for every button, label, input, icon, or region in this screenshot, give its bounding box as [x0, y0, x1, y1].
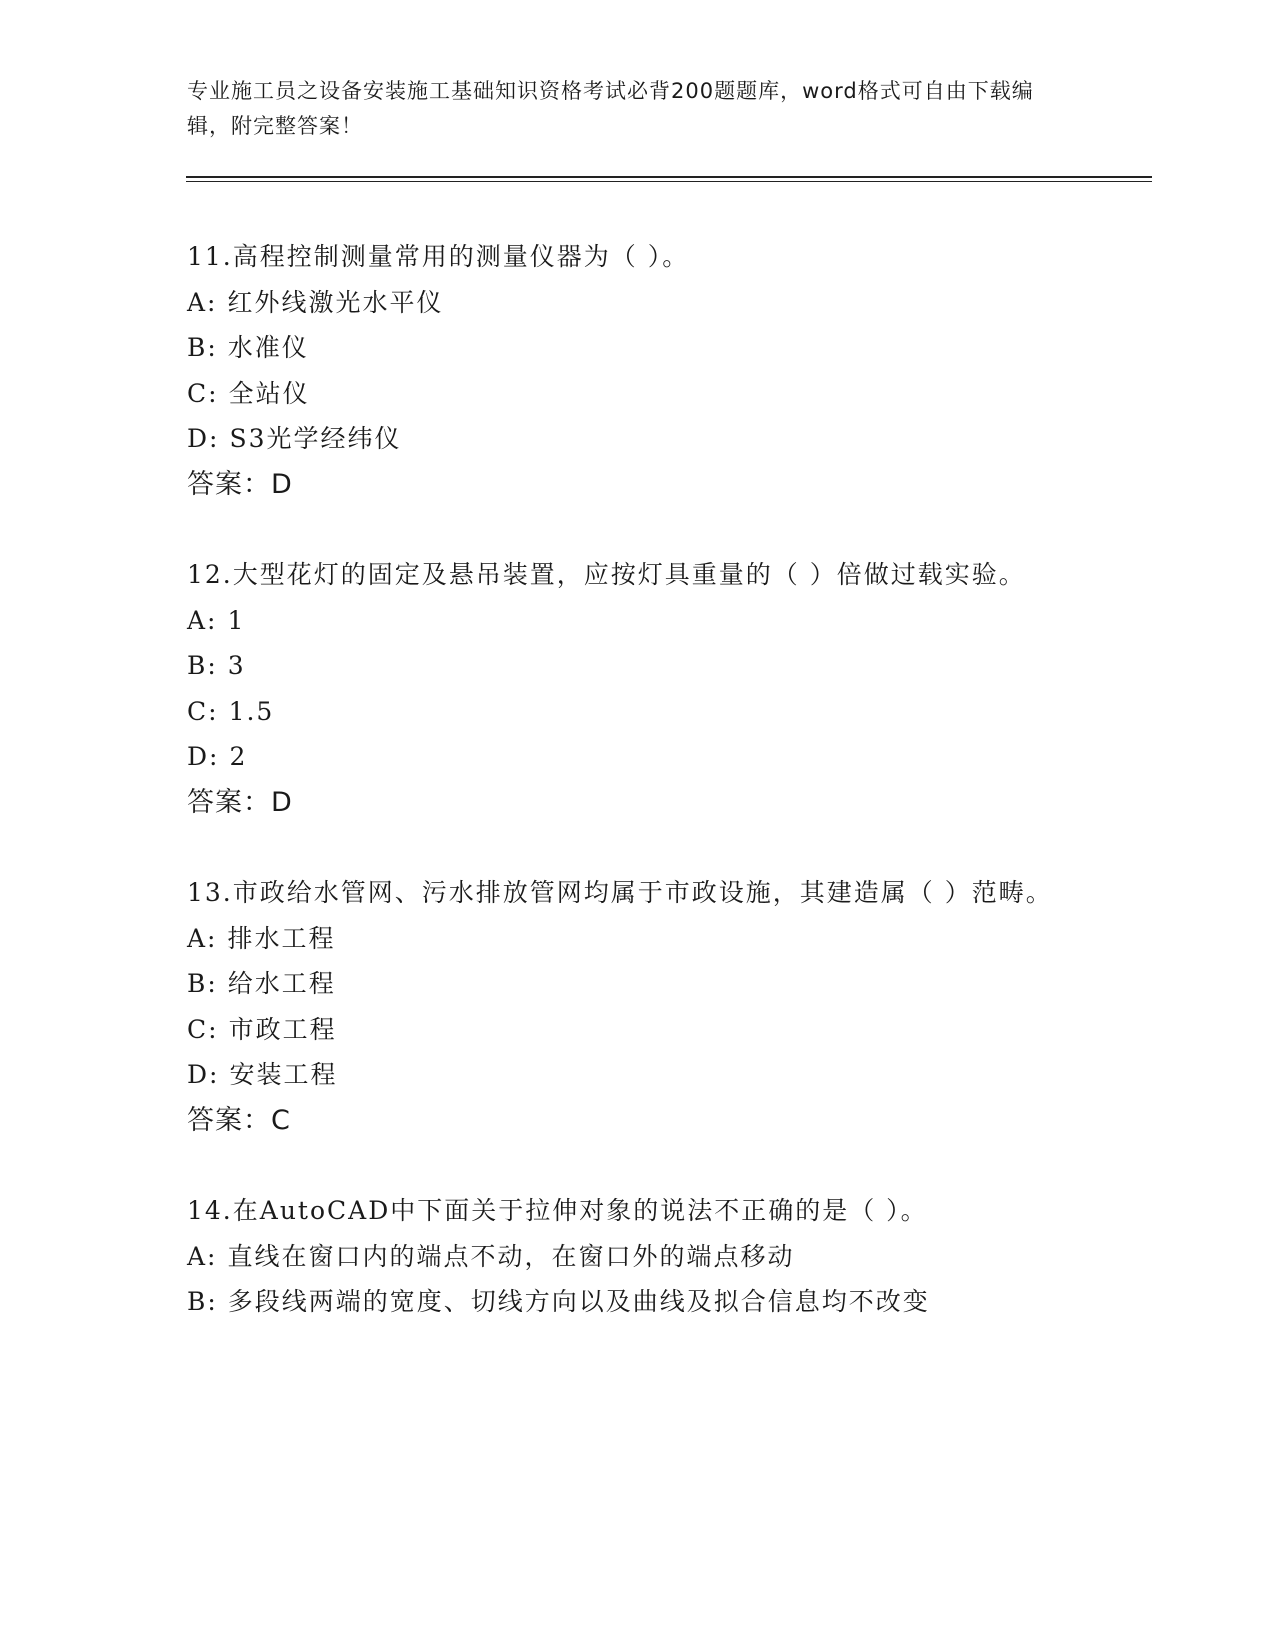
- question-stem: 12.大型花灯的固定及悬吊装置，应按灯具重量的（ ）倍做过载实验。: [187, 560, 1026, 589]
- option-key: C:: [187, 696, 219, 726]
- question-12: [187, 552, 1067, 825]
- question-11: [187, 234, 1067, 507]
- answer-line: 答案：D: [187, 786, 293, 818]
- header-rule-thin: [186, 181, 1152, 182]
- option-key: B:: [187, 651, 218, 680]
- option-key: A:: [187, 287, 218, 317]
- option-b: [187, 643, 1067, 689]
- option-a: [187, 916, 1067, 962]
- option-text: 红外线激光水平仪: [227, 287, 444, 317]
- option-a: [187, 598, 1067, 644]
- option-b: [187, 961, 1067, 1007]
- answer-line: 答案：D: [187, 468, 293, 500]
- option-d: [187, 416, 1067, 462]
- answer-line: 答案：C: [187, 1104, 291, 1136]
- question-stem: 14.在AutoCAD中下面关于拉伸对象的说法不正确的是（ ）。: [187, 1196, 928, 1225]
- option-text: S3光学经纬仪: [229, 424, 402, 453]
- option-text: 1: [227, 605, 246, 635]
- option-key: C:: [187, 1014, 219, 1044]
- question-stem: 11.高程控制测量常用的测量仪器为（ ）。: [187, 242, 690, 271]
- option-a: [187, 1234, 1067, 1280]
- option-key: B:: [187, 333, 218, 362]
- option-text: 1.5: [228, 696, 275, 726]
- option-d: [187, 1052, 1067, 1098]
- option-key: A:: [187, 1241, 218, 1271]
- option-key: C:: [187, 378, 219, 408]
- option-text: 全站仪: [228, 378, 310, 408]
- option-text: 直线在窗口内的端点不动，在窗口外的端点移动: [227, 1241, 795, 1271]
- option-b: [187, 325, 1067, 371]
- option-key: A:: [187, 923, 218, 953]
- option-c: [187, 689, 1067, 735]
- option-key: B:: [187, 969, 218, 998]
- option-text: 3: [227, 651, 246, 680]
- option-d: [187, 734, 1067, 780]
- option-text: 水准仪: [227, 333, 309, 362]
- option-key: B:: [187, 1287, 218, 1316]
- option-key: D:: [187, 1060, 220, 1089]
- option-text: 排水工程: [227, 923, 336, 953]
- option-text: 给水工程: [227, 969, 336, 998]
- question-14: [187, 1188, 1067, 1325]
- document-header: 专业施工员之设备安装施工基础知识资格考试必背200题题库，word格式可自由下载编辑，附完整答案！: [187, 79, 1034, 138]
- option-key: D:: [187, 424, 220, 453]
- option-a: [187, 280, 1067, 326]
- option-text: 多段线两端的宽度、切线方向以及曲线及拟合信息均不改变: [227, 1287, 930, 1316]
- question-list: [187, 234, 1067, 1370]
- header-rule-thick: [186, 176, 1152, 178]
- option-text: 市政工程: [228, 1014, 337, 1044]
- option-key: D:: [187, 742, 220, 771]
- question-13: [187, 870, 1067, 1143]
- question-stem: 13.市政给水管网、污水排放管网均属于市政设施，其建造属（ ）范畴。: [187, 878, 1053, 907]
- option-c: [187, 371, 1067, 417]
- option-b: [187, 1279, 1067, 1325]
- option-c: [187, 1007, 1067, 1053]
- option-text: 安装工程: [229, 1060, 338, 1089]
- option-text: 2: [229, 742, 248, 771]
- option-key: A:: [187, 605, 218, 635]
